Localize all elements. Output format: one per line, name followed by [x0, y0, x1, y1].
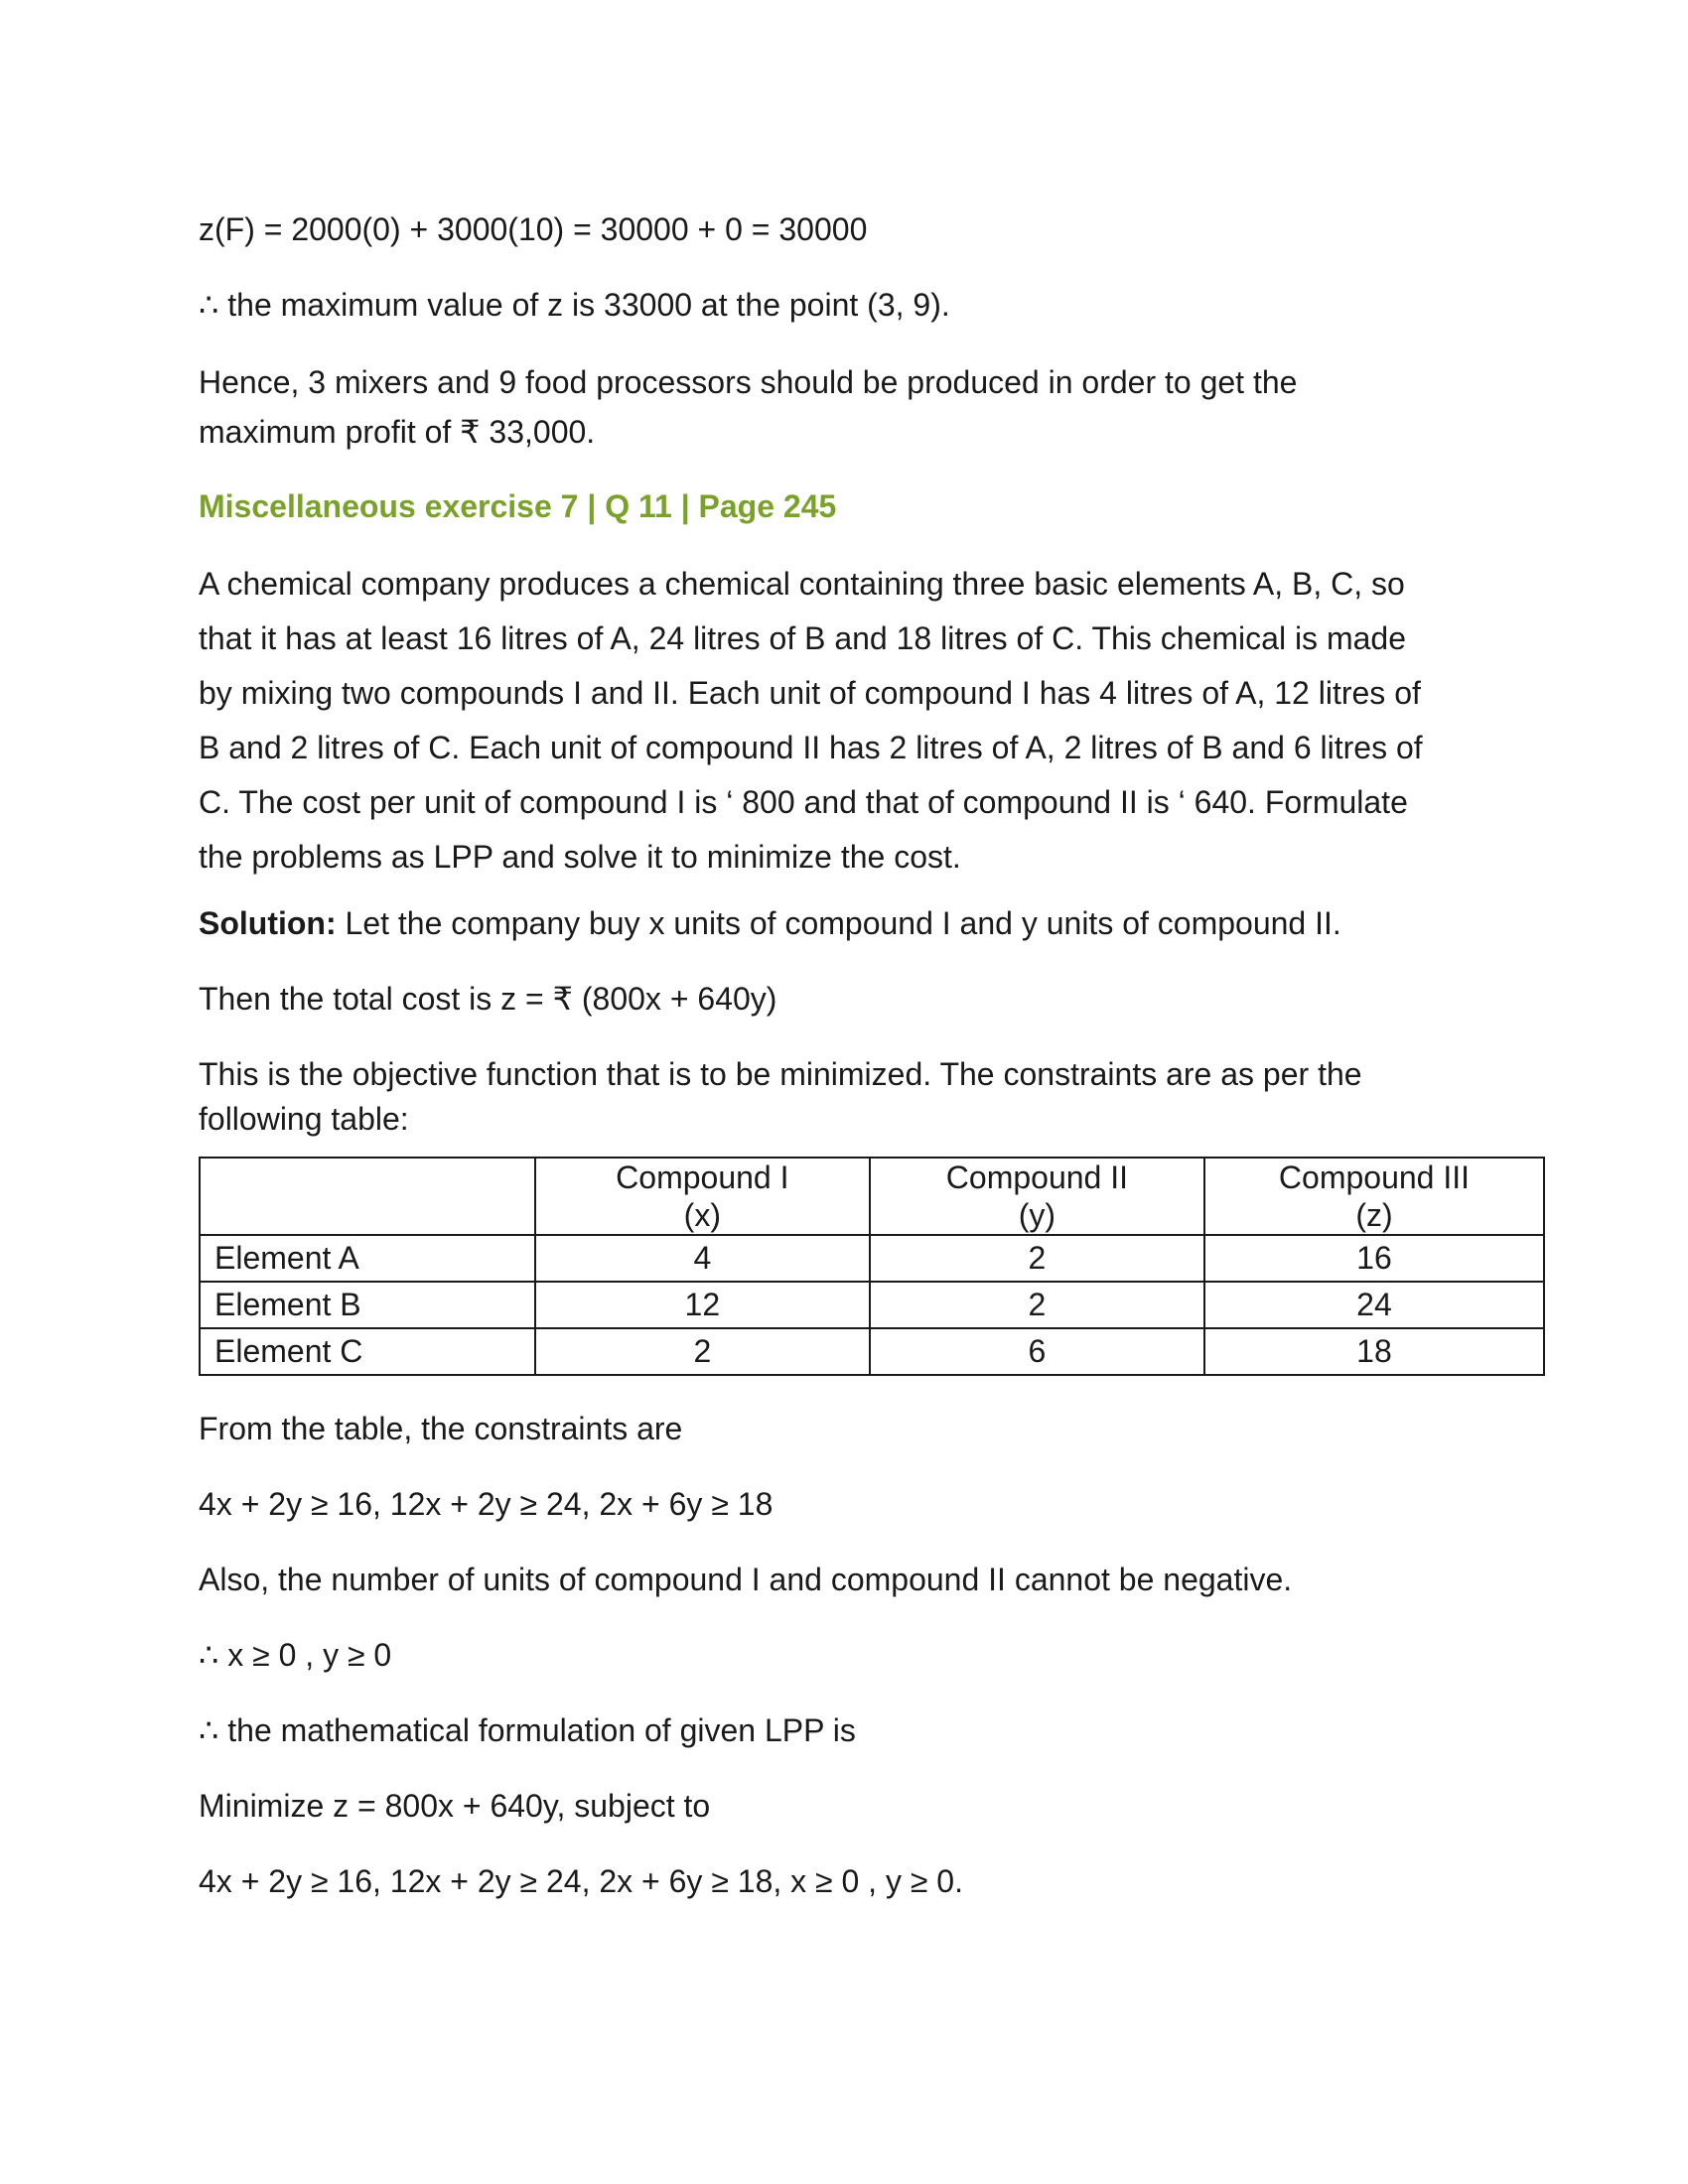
- row-label: Element B: [200, 1282, 535, 1328]
- table-cell: 2: [535, 1328, 870, 1375]
- table-header-cell: [535, 1158, 870, 1235]
- problem-line: by mixing two compounds I and II. Each unit of compound I has 4 litres of A, 12 litres of: [199, 675, 1421, 711]
- table-header-cell-empty: [200, 1158, 535, 1235]
- conclusion-line-1: Hence, 3 mixers and 9 food processors should be produced in order to get the: [199, 364, 1298, 400]
- table-header-cell: [1204, 1158, 1544, 1235]
- formulation-line: ∴ the mathematical formulation of given LPP is: [199, 1712, 856, 1748]
- table-cell: 6: [870, 1328, 1204, 1375]
- final-constraints-line: 4x + 2y ≥ 16, 12x + 2y ≥ 24, 2x + 6y ≥ 18, x ≥ 0 , y ≥ 0.: [199, 1863, 963, 1899]
- table-cell: 18: [1204, 1328, 1544, 1375]
- table-cell: 2: [870, 1282, 1204, 1328]
- constraints-line: 4x + 2y ≥ 16, 12x + 2y ≥ 24, 2x + 6y ≥ 18: [199, 1486, 774, 1522]
- problem-line: the problems as LPP and solve it to minimize the cost.: [199, 839, 961, 875]
- table-header-cell: [870, 1158, 1204, 1235]
- problem-line: that it has at least 16 litres of A, 24 litres of B and 18 litres of C. This chemical is made: [199, 620, 1406, 656]
- z-at-F-line: z(F) = 2000(0) + 3000(10) = 30000 + 0 = 30000: [199, 211, 868, 247]
- table-cell: 24: [1204, 1282, 1544, 1328]
- row-label: Element C: [200, 1328, 535, 1375]
- table-row: [200, 1328, 1544, 1375]
- problem-line: B and 2 litres of C. Each unit of compound II has 2 litres of A, 2 litres of B and 6 litres of: [199, 730, 1423, 765]
- objective-line-1: This is the objective function that is to be minimized. The constraints are as per the: [199, 1056, 1362, 1092]
- table-row: [200, 1282, 1544, 1328]
- table-cell: 4: [535, 1235, 870, 1282]
- header-variable: (x): [683, 1197, 721, 1233]
- table-header-row: [200, 1158, 1544, 1235]
- objective-line-2: following table:: [199, 1101, 409, 1137]
- maximum-value-line: ∴ the maximum value of z is 33000 at the point (3, 9).: [199, 287, 950, 323]
- document-page: [199, 210, 1549, 1900]
- constraints-table: [199, 1157, 1545, 1376]
- problem-line: A chemical company produces a chemical containing three basic elements A, B, C, so: [199, 566, 1405, 602]
- minimize-line: Minimize z = 800x + 640y, subject to: [199, 1788, 711, 1824]
- header-title: Compound I: [616, 1160, 789, 1195]
- header-title: Compound II: [945, 1160, 1129, 1195]
- conclusion-line-2: maximum profit of ₹ 33,000.: [199, 414, 596, 450]
- solution-label: Solution:: [199, 905, 337, 941]
- total-cost-line: Then the total cost is z = ₹ (800x + 640y): [199, 981, 777, 1017]
- from-table-line: From the table, the constraints are: [199, 1411, 683, 1446]
- header-variable: (z): [1355, 1197, 1393, 1233]
- table-cell: 16: [1204, 1235, 1544, 1282]
- problem-line: C. The cost per unit of compound I is ‘ 800 and that of compound II is ‘ 640. Formulate: [199, 784, 1408, 820]
- header-title: Compound III: [1278, 1160, 1471, 1195]
- question-heading: Miscellaneous exercise 7 | Q 11 | Page 245: [199, 488, 837, 524]
- table-cell: 2: [870, 1235, 1204, 1282]
- solution-text: Let the company buy x units of compound I and y units of compound II.: [336, 905, 1341, 941]
- non-negativity-text: Also, the number of units of compound I and compound II cannot be negative.: [199, 1562, 1293, 1597]
- problem-statement: [199, 557, 1549, 885]
- header-variable: (y): [1018, 1197, 1056, 1233]
- table-row: [200, 1235, 1544, 1282]
- solution-intro: [199, 904, 1549, 942]
- table-cell: 12: [535, 1282, 870, 1328]
- non-negativity-line: ∴ x ≥ 0 , y ≥ 0: [199, 1637, 392, 1673]
- row-label: Element A: [200, 1235, 535, 1282]
